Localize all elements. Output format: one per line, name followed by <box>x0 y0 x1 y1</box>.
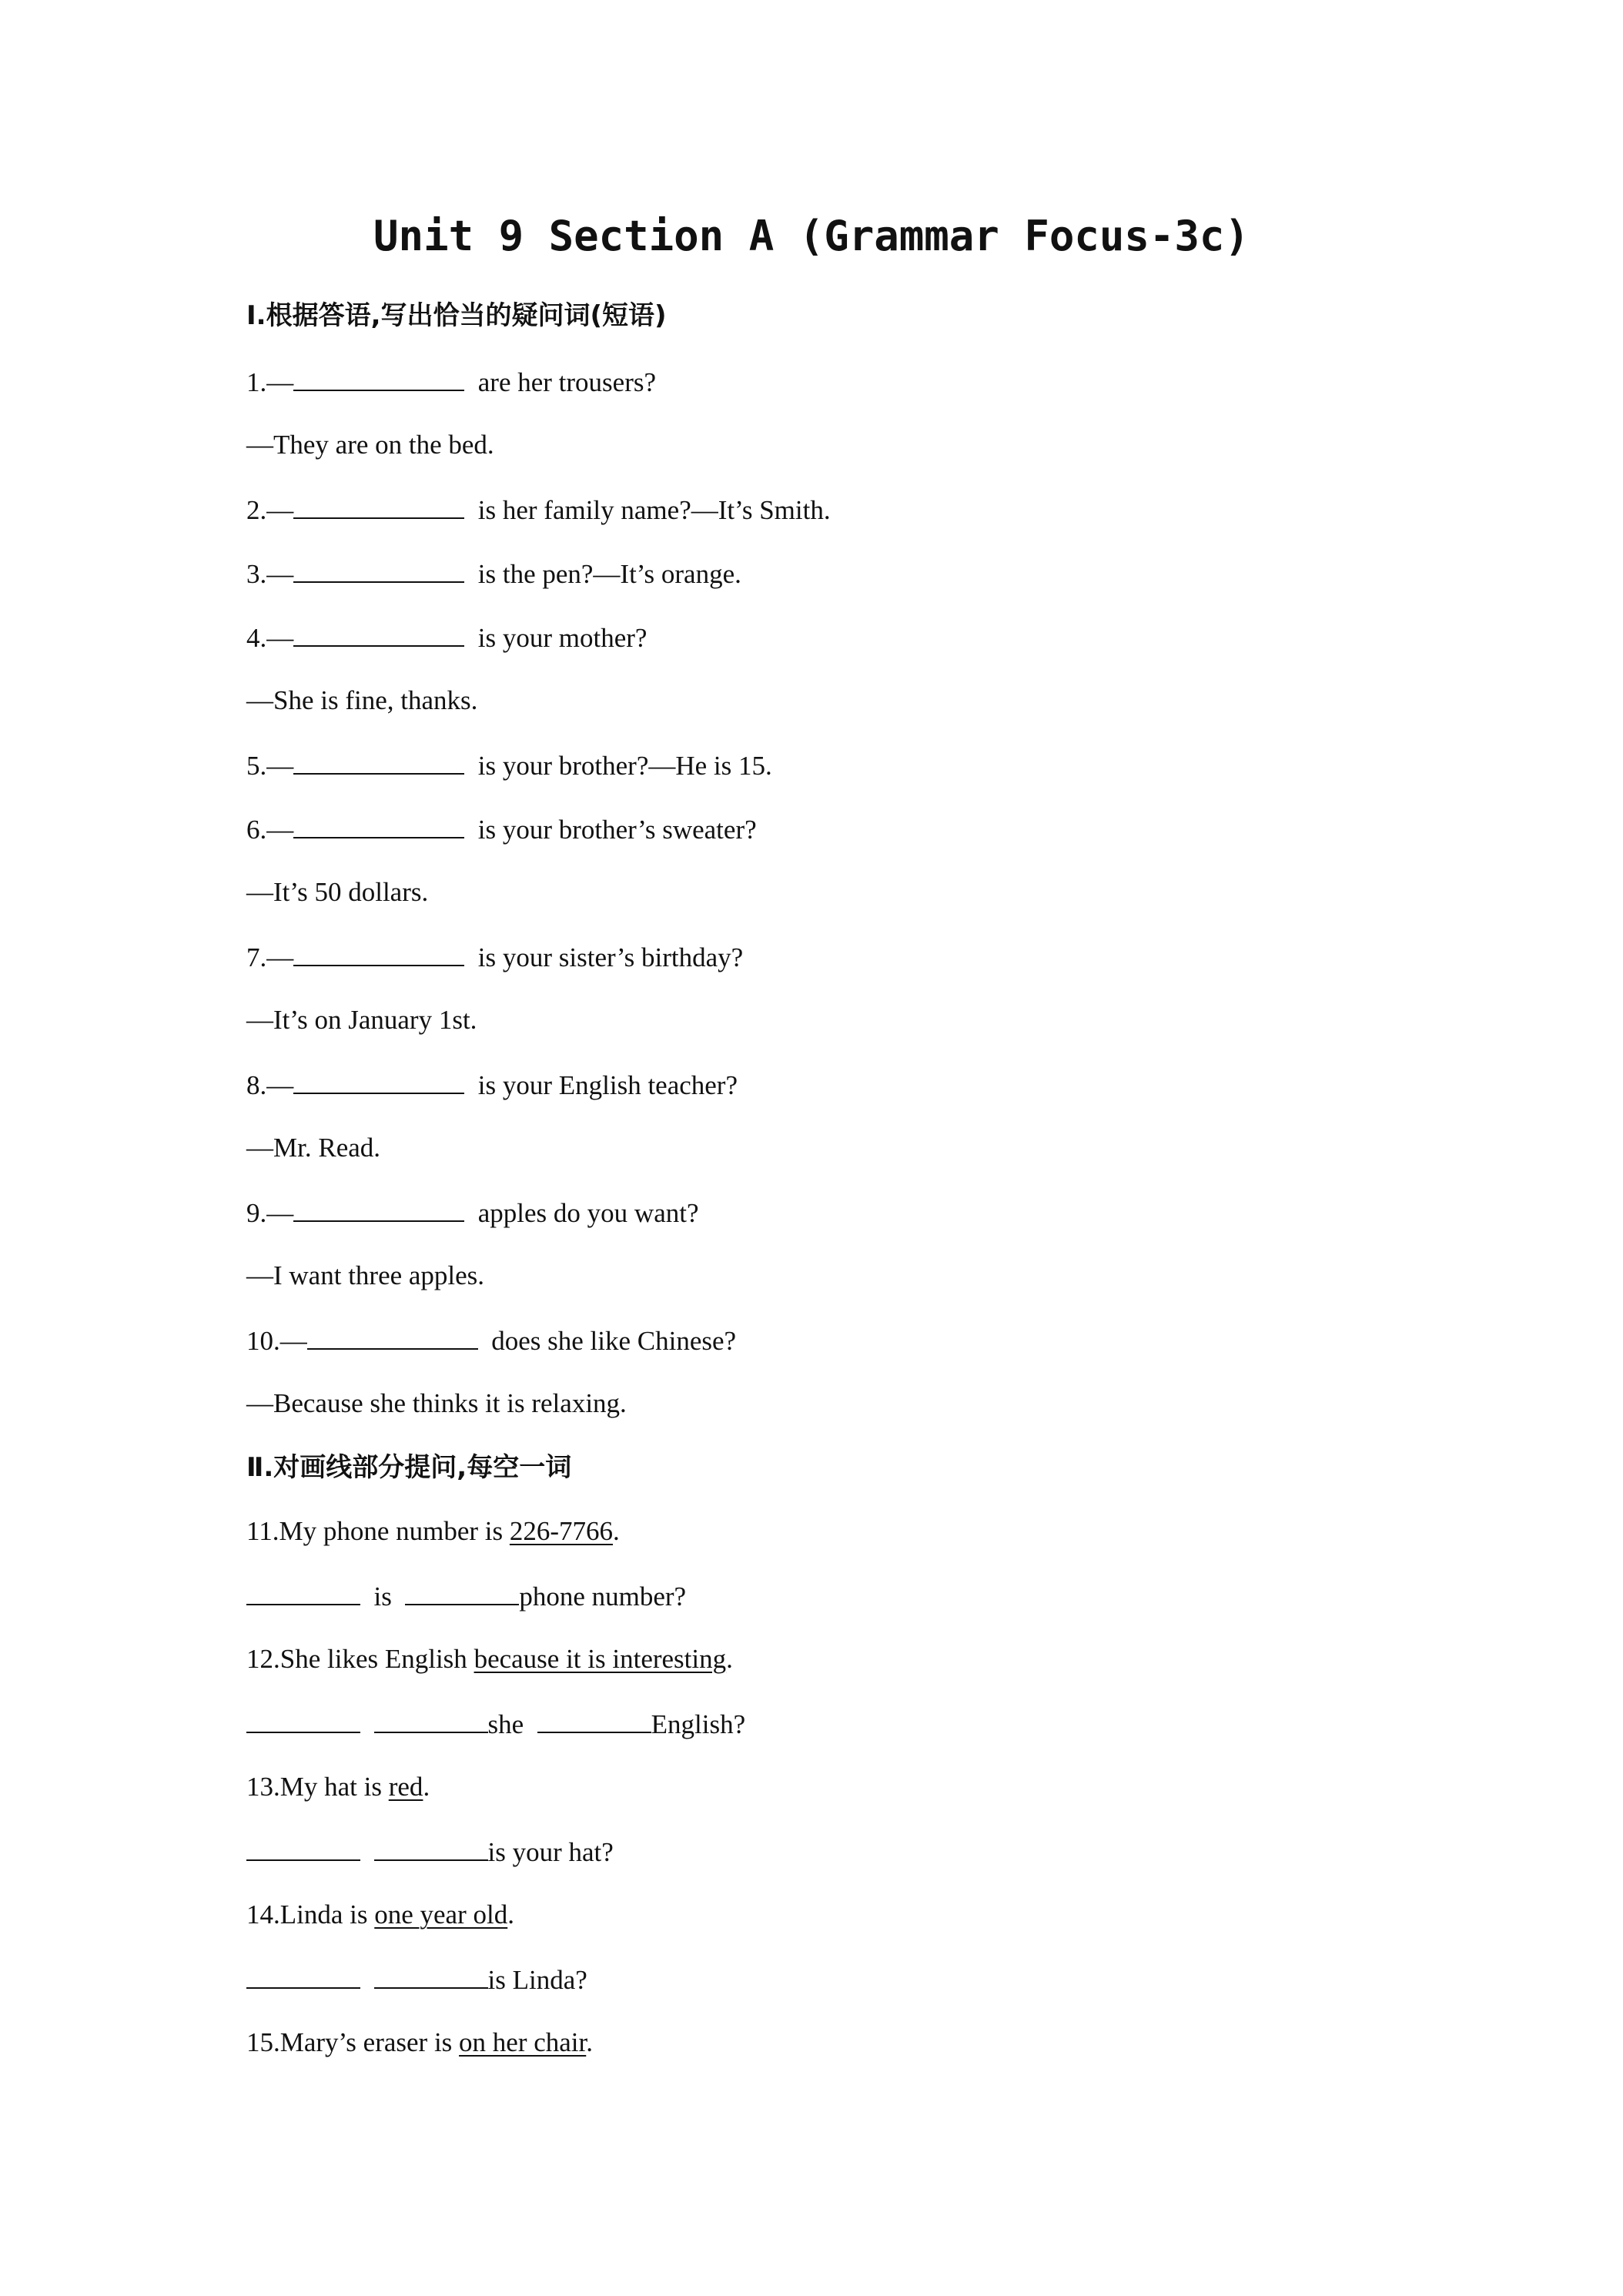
answer-blank[interactable] <box>293 1193 464 1222</box>
question-4 <box>246 618 647 658</box>
answer-7: —It’s on January 1st. <box>246 1005 477 1035</box>
answer-blank[interactable] <box>293 937 464 966</box>
section-2-heading: Ⅱ.对画线部分提问,每空一词 <box>246 1452 572 1483</box>
answer-line-11 <box>246 1576 686 1616</box>
question-number: 2.— <box>246 495 294 525</box>
answer-9: —I want three apples. <box>246 1260 485 1290</box>
answer-line-14 <box>246 1960 587 2000</box>
answer-blank[interactable] <box>246 1832 360 1861</box>
question-text: is her family name?—It’s Smith. <box>477 495 831 525</box>
answer-blank[interactable] <box>293 809 464 838</box>
answer-blank[interactable] <box>293 745 464 775</box>
answer-blank[interactable] <box>246 1960 360 1989</box>
sentence-text: 13.My hat is <box>246 1772 389 1802</box>
answer-blank[interactable] <box>405 1576 519 1605</box>
sentence-14 <box>246 1896 514 1934</box>
answer-word: is <box>373 1581 392 1612</box>
answer-word: she <box>487 1709 524 1739</box>
answer-word: phone number? <box>519 1581 687 1612</box>
question-text: is your English teacher? <box>477 1070 738 1100</box>
underlined-part: 226-7766 <box>509 1516 614 1546</box>
answer-blank[interactable] <box>374 1832 488 1861</box>
question-6 <box>246 809 757 849</box>
underlined-part: one year old <box>374 1899 508 1930</box>
sentence-end: . <box>423 1772 430 1802</box>
question-10 <box>246 1320 736 1361</box>
answer-blank[interactable] <box>293 618 464 647</box>
question-text: is your mother? <box>477 623 648 653</box>
question-number: 7.— <box>246 942 294 972</box>
sentence-text: 15.Mary’s eraser is <box>246 2027 460 2057</box>
question-text: are her trousers? <box>477 367 657 397</box>
answer-blank[interactable] <box>246 1576 360 1605</box>
sentence-12 <box>246 1640 733 1678</box>
answer-blank[interactable] <box>293 1065 464 1094</box>
sentence-11 <box>246 1512 620 1551</box>
question-text: is your brother?—He is 15. <box>477 751 772 781</box>
question-number: 3.— <box>246 559 294 589</box>
underlined-part: red <box>388 1772 423 1802</box>
question-1 <box>246 362 656 402</box>
question-number: 1.— <box>246 367 294 397</box>
answer-blank[interactable] <box>293 490 464 519</box>
answer-blank[interactable] <box>293 554 464 583</box>
answer-blank[interactable] <box>293 362 464 391</box>
sentence-end: . <box>586 2027 594 2057</box>
answer-line-12 <box>246 1704 745 1744</box>
sentence-13 <box>246 1768 430 1806</box>
question-number: 8.— <box>246 1070 294 1100</box>
sentence-text: 11.My phone number is <box>246 1516 510 1546</box>
question-text: is your brother’s sweater? <box>477 815 757 845</box>
question-3 <box>246 554 741 594</box>
sentence-text: 14.Linda is <box>246 1899 375 1930</box>
answer-blank[interactable] <box>307 1320 478 1350</box>
answer-line-13 <box>246 1832 614 1872</box>
question-text: does she like Chinese? <box>491 1326 737 1356</box>
question-5 <box>246 745 772 785</box>
answer-blank[interactable] <box>374 1704 488 1733</box>
question-text: is the pen?—It’s orange. <box>477 559 741 589</box>
underlined-part: on her chair <box>459 2027 587 2057</box>
question-text: is your sister’s birthday? <box>477 942 744 972</box>
sentence-15 <box>246 2023 593 2062</box>
question-number: 4.— <box>246 623 294 653</box>
answer-blank[interactable] <box>537 1704 651 1733</box>
question-number: 6.— <box>246 815 294 845</box>
answer-word: English? <box>651 1709 746 1739</box>
page-title: Unit 9 Section A (Grammar Focus-3c) <box>373 212 1250 260</box>
question-9 <box>246 1193 698 1233</box>
question-7 <box>246 937 743 977</box>
answer-word: is your hat? <box>487 1837 614 1867</box>
question-2 <box>246 490 831 530</box>
sentence-text: 12.She likes English <box>246 1644 474 1674</box>
answer-10: —Because she thinks it is relaxing. <box>246 1388 627 1418</box>
question-8 <box>246 1065 738 1105</box>
answer-blank[interactable] <box>246 1704 360 1733</box>
section-1-heading: Ⅰ.根据答语,写出恰当的疑问词(短语) <box>246 300 667 331</box>
question-number: 10.— <box>246 1326 307 1356</box>
answer-word: is Linda? <box>487 1965 587 1995</box>
answer-6: —It’s 50 dollars. <box>246 877 429 907</box>
question-text: apples do you want? <box>477 1198 699 1228</box>
question-number: 5.— <box>246 751 294 781</box>
question-number: 9.— <box>246 1198 294 1228</box>
answer-1: —They are on the bed. <box>246 430 494 460</box>
answer-blank[interactable] <box>374 1960 488 1989</box>
sentence-end: . <box>507 1899 514 1930</box>
sentence-end: . <box>726 1644 733 1674</box>
sentence-end: . <box>613 1516 620 1546</box>
answer-4: —She is fine, thanks. <box>246 685 478 715</box>
answer-8: —Mr. Read. <box>246 1133 381 1163</box>
underlined-part: because it is interesting <box>474 1644 727 1674</box>
